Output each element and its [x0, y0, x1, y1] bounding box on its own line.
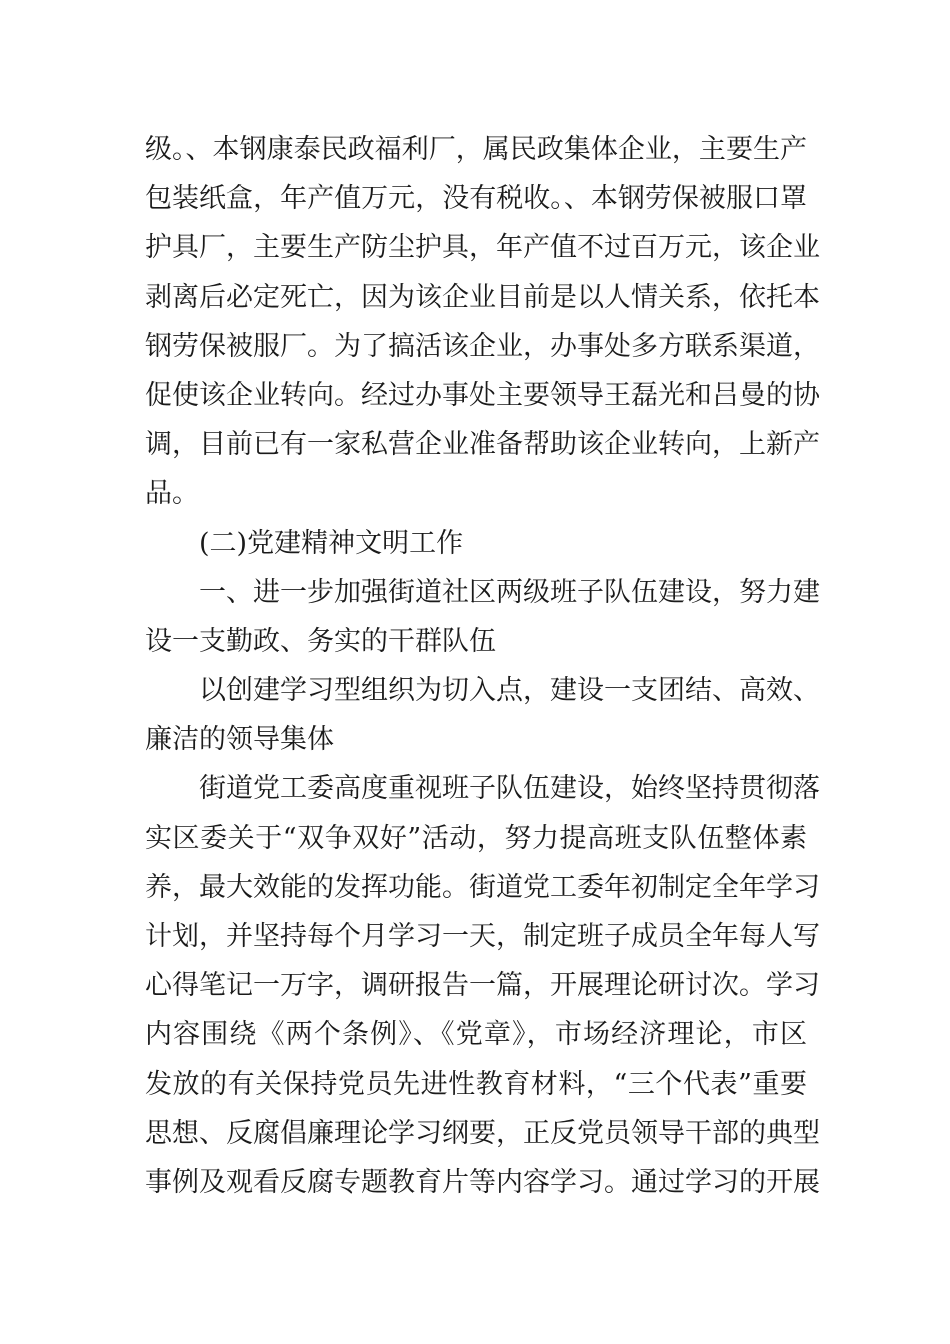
paragraph-line: 计划，并坚持每个月学习一天，制定班子成员全年每人写: [145, 921, 820, 952]
paragraph-line: (二)党建精神文明工作: [199, 527, 464, 559]
paragraph-line: 心得笔记一万字，调研报告一篇，开展理论研讨次。学习: [145, 970, 820, 1002]
paragraph-line: 事例及观看反腐专题教育片等内容学习。通过学习的开展: [145, 1166, 820, 1198]
paragraph-line: 发放的有关保持党员先进性教育材料，“三个代表”重要: [145, 1068, 807, 1100]
paragraph-line: 街道党工委高度重视班子队伍建设，始终坚持贯彻落: [199, 773, 820, 805]
paragraph-line: 内容围绕《两个条例》、《党章》，市场经济理论，市区: [145, 1019, 807, 1051]
paragraph-line: 护具厂，主要生产防尘护具，年产值不过百万元，该企业: [145, 232, 820, 264]
paragraph-line: 包装纸盒，年产值万元，没有税收。、本钢劳保被服口罩: [145, 183, 807, 215]
paragraph-line: 调，目前已有一家私营企业准备帮助该企业转向，上新产: [145, 429, 820, 461]
paragraph-line: 以创建学习型组织为切入点，建设一支团结、高效、: [199, 675, 820, 707]
document-body: [145, 125, 820, 1207]
paragraph-line: 品。: [145, 478, 199, 510]
paragraph-line: 级。、本钢康泰民政福利厂，属民政集体企业，主要生产: [145, 134, 807, 165]
paragraph-line: 思想、反腐倡廉理论学习纲要，正反党员领导干部的典型: [145, 1117, 820, 1149]
paragraph-line: 设一支勤政、务实的干群队伍: [145, 625, 496, 657]
paragraph-line: 实区委关于“双争双好”活动，努力提高班支队伍整体素: [145, 822, 807, 854]
paragraph-line: 廉洁的领导集体: [145, 724, 334, 756]
paragraph-line: 一、进一步加强街道社区两级班子队伍建设，努力建: [199, 576, 820, 608]
paragraph-line: 促使该企业转向。经过办事处主要领导王磊光和吕曼的协: [145, 379, 820, 411]
paragraph-line: 剥离后必定死亡，因为该企业目前是以人情关系，依托本: [145, 281, 820, 313]
paragraph-line: 钢劳保被服厂。为了搞活该企业，办事处多方联系渠道，: [145, 330, 820, 362]
paragraph-line: 养，最大效能的发挥功能。街道党工委年初制定全年学习: [145, 871, 820, 903]
